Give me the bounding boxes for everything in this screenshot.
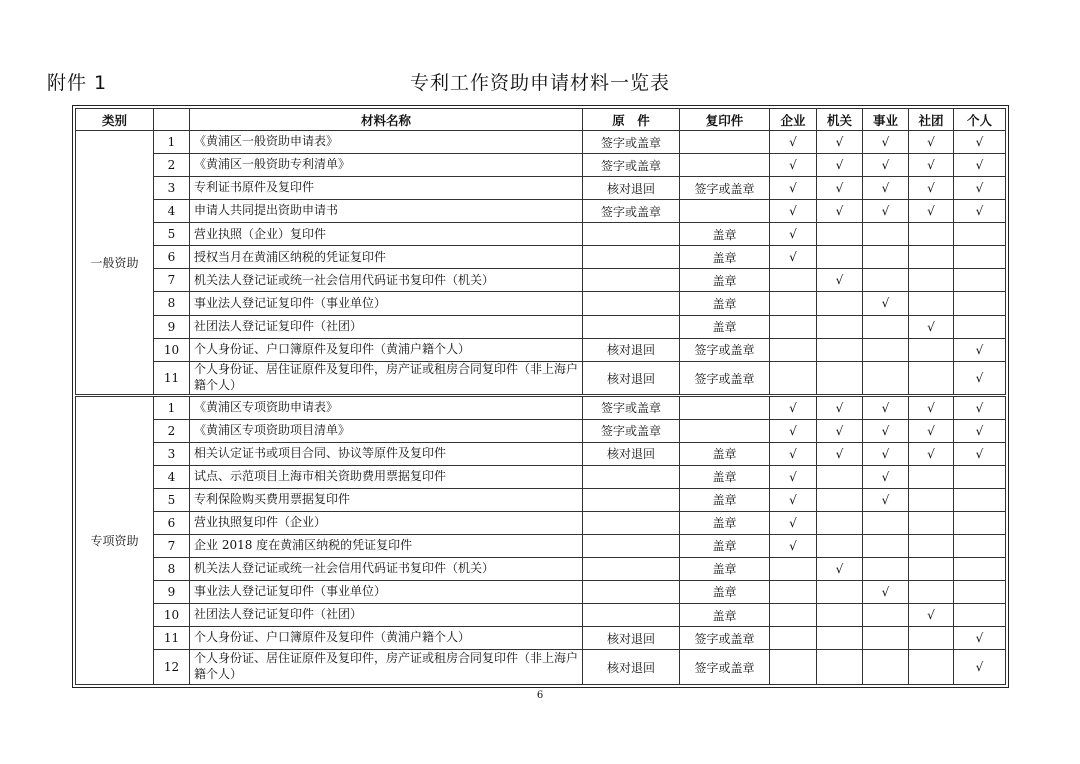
cell-enterprise: √	[770, 200, 817, 223]
table-row	[76, 338, 1006, 361]
cell-association	[909, 361, 954, 396]
cell-original: 核对退回	[583, 442, 680, 465]
cell-individual	[954, 315, 1006, 338]
material-name: 试点、示范项目上海市相关资助费用票据复印件	[190, 465, 583, 488]
cell-enterprise: √	[770, 534, 817, 557]
header-number	[154, 109, 190, 131]
cell-government: √	[817, 442, 863, 465]
table-row	[76, 246, 1006, 269]
cell-original	[583, 488, 680, 511]
row-number: 10	[154, 604, 190, 627]
cell-association	[909, 269, 954, 292]
cell-enterprise: √	[770, 223, 817, 246]
cell-association	[909, 650, 954, 685]
cell-copy: 盖章	[680, 604, 770, 627]
cell-government: √	[817, 557, 863, 580]
material-name: 企业 2018 度在黄浦区纳税的凭证复印件	[190, 534, 583, 557]
header-individual: 个人	[954, 109, 1006, 131]
cell-government: √	[817, 131, 863, 154]
row-number: 4	[154, 465, 190, 488]
table-header-row	[76, 109, 1006, 131]
row-number: 8	[154, 292, 190, 315]
cell-association: √	[909, 154, 954, 177]
cell-copy: 盖章	[680, 534, 770, 557]
cell-individual	[954, 246, 1006, 269]
cell-copy: 签字或盖章	[680, 627, 770, 650]
table-row	[76, 269, 1006, 292]
cell-association: √	[909, 442, 954, 465]
cell-government	[817, 511, 863, 534]
cell-copy: 签字或盖章	[680, 338, 770, 361]
cell-association	[909, 627, 954, 650]
cell-association	[909, 223, 954, 246]
cell-enterprise	[770, 361, 817, 396]
cell-enterprise	[770, 604, 817, 627]
cell-government	[817, 361, 863, 396]
cell-enterprise: √	[770, 154, 817, 177]
cell-government	[817, 315, 863, 338]
cell-individual: √	[954, 338, 1006, 361]
cell-individual	[954, 465, 1006, 488]
row-number: 1	[154, 131, 190, 154]
row-number: 6	[154, 246, 190, 269]
cell-original: 签字或盖章	[583, 131, 680, 154]
row-number: 2	[154, 154, 190, 177]
cell-copy: 盖章	[680, 580, 770, 603]
cell-institution	[863, 604, 909, 627]
cell-institution	[863, 246, 909, 269]
row-number: 2	[154, 419, 190, 442]
cell-institution	[863, 627, 909, 650]
category-cell: 一般资助	[76, 131, 154, 396]
cell-government	[817, 627, 863, 650]
cell-copy: 盖章	[680, 292, 770, 315]
cell-individual	[954, 269, 1006, 292]
cell-original	[583, 223, 680, 246]
cell-association	[909, 465, 954, 488]
header-original: 原 件	[583, 109, 680, 131]
cell-government: √	[817, 419, 863, 442]
cell-individual	[954, 604, 1006, 627]
cell-original	[583, 246, 680, 269]
cell-individual	[954, 511, 1006, 534]
row-number: 10	[154, 338, 190, 361]
cell-individual: √	[954, 361, 1006, 396]
table-row	[76, 131, 1006, 154]
cell-government	[817, 223, 863, 246]
table-row	[76, 419, 1006, 442]
cell-enterprise	[770, 315, 817, 338]
material-name: 事业法人登记证复印件（事业单位）	[190, 580, 583, 603]
cell-enterprise	[770, 338, 817, 361]
cell-original: 签字或盖章	[583, 200, 680, 223]
cell-copy: 盖章	[680, 442, 770, 465]
cell-association: √	[909, 396, 954, 419]
cell-government: √	[817, 177, 863, 200]
cell-association	[909, 557, 954, 580]
cell-enterprise	[770, 269, 817, 292]
table-row	[76, 511, 1006, 534]
table-row	[76, 465, 1006, 488]
material-name: 营业执照（企业）复印件	[190, 223, 583, 246]
cell-association	[909, 246, 954, 269]
cell-individual	[954, 223, 1006, 246]
cell-association: √	[909, 315, 954, 338]
cell-association: √	[909, 200, 954, 223]
cell-institution	[863, 511, 909, 534]
cell-original	[583, 604, 680, 627]
cell-government	[817, 465, 863, 488]
cell-original: 核对退回	[583, 650, 680, 685]
row-number: 9	[154, 315, 190, 338]
row-number: 9	[154, 580, 190, 603]
cell-enterprise: √	[770, 442, 817, 465]
table-row	[76, 604, 1006, 627]
material-name: 《黄浦区专项资助项目清单》	[190, 419, 583, 442]
cell-enterprise	[770, 557, 817, 580]
cell-individual	[954, 557, 1006, 580]
cell-original: 签字或盖章	[583, 396, 680, 419]
cell-government	[817, 604, 863, 627]
cell-copy: 盖章	[680, 246, 770, 269]
cell-individual: √	[954, 627, 1006, 650]
cell-association	[909, 338, 954, 361]
cell-original: 核对退回	[583, 361, 680, 396]
cell-government: √	[817, 154, 863, 177]
document-title: 专利工作资助申请材料一览表	[409, 72, 670, 94]
cell-individual: √	[954, 154, 1006, 177]
cell-individual: √	[954, 131, 1006, 154]
cell-government: √	[817, 269, 863, 292]
page-number: 6	[536, 690, 544, 701]
cell-institution: √	[863, 580, 909, 603]
cell-government: √	[817, 200, 863, 223]
cell-association	[909, 511, 954, 534]
cell-government	[817, 650, 863, 685]
cell-original	[583, 269, 680, 292]
row-number: 11	[154, 361, 190, 396]
cell-institution	[863, 223, 909, 246]
cell-enterprise	[770, 580, 817, 603]
cell-institution: √	[863, 465, 909, 488]
cell-original: 核对退回	[583, 627, 680, 650]
cell-enterprise: √	[770, 131, 817, 154]
materials-table-frame	[72, 105, 1009, 688]
material-name: 个人身份证、户口簿原件及复印件（黄浦户籍个人）	[190, 338, 583, 361]
row-number: 5	[154, 223, 190, 246]
cell-institution	[863, 534, 909, 557]
cell-government	[817, 338, 863, 361]
cell-institution: √	[863, 177, 909, 200]
cell-enterprise: √	[770, 511, 817, 534]
row-number: 1	[154, 396, 190, 419]
material-name: 《黄浦区一般资助申请表》	[190, 131, 583, 154]
cell-enterprise	[770, 292, 817, 315]
cell-association	[909, 580, 954, 603]
table-row	[76, 650, 1006, 685]
cell-enterprise: √	[770, 465, 817, 488]
table-row	[76, 627, 1006, 650]
material-name: 机关法人登记证或统一社会信用代码证书复印件（机关）	[190, 557, 583, 580]
header-enterprise: 企业	[770, 109, 817, 131]
table-row	[76, 580, 1006, 603]
cell-institution	[863, 269, 909, 292]
cell-individual	[954, 488, 1006, 511]
material-name: 专利证书原件及复印件	[190, 177, 583, 200]
cell-association	[909, 534, 954, 557]
cell-original	[583, 292, 680, 315]
material-name: 授权当月在黄浦区纳税的凭证复印件	[190, 246, 583, 269]
cell-copy	[680, 131, 770, 154]
cell-individual: √	[954, 419, 1006, 442]
cell-individual: √	[954, 200, 1006, 223]
cell-institution: √	[863, 419, 909, 442]
cell-enterprise	[770, 627, 817, 650]
header-category: 类别	[76, 109, 154, 131]
material-name: 《黄浦区一般资助专利清单》	[190, 154, 583, 177]
cell-institution	[863, 650, 909, 685]
attachment-label: 附件 1	[47, 72, 108, 94]
row-number: 7	[154, 534, 190, 557]
cell-institution	[863, 557, 909, 580]
cell-government	[817, 488, 863, 511]
material-name: 社团法人登记证复印件（社团）	[190, 604, 583, 627]
header-copy: 复印件	[680, 109, 770, 131]
cell-enterprise: √	[770, 177, 817, 200]
cell-original: 签字或盖章	[583, 419, 680, 442]
cell-copy: 签字或盖章	[680, 650, 770, 685]
cell-original: 核对退回	[583, 338, 680, 361]
material-name: 申请人共同提出资助申请书	[190, 200, 583, 223]
materials-table	[75, 108, 1006, 685]
cell-original	[583, 557, 680, 580]
header-association: 社团	[909, 109, 954, 131]
row-number: 11	[154, 627, 190, 650]
table-row	[76, 177, 1006, 200]
cell-individual	[954, 534, 1006, 557]
cell-individual: √	[954, 442, 1006, 465]
cell-copy: 盖章	[680, 557, 770, 580]
row-number: 4	[154, 200, 190, 223]
table-row	[76, 223, 1006, 246]
material-name: 相关认定证书或项目合同、协议等原件及复印件	[190, 442, 583, 465]
row-number: 6	[154, 511, 190, 534]
cell-institution: √	[863, 442, 909, 465]
material-name: 《黄浦区专项资助申请表》	[190, 396, 583, 419]
row-number: 3	[154, 177, 190, 200]
cell-enterprise: √	[770, 246, 817, 269]
cell-copy: 盖章	[680, 315, 770, 338]
cell-institution	[863, 361, 909, 396]
cell-individual	[954, 580, 1006, 603]
cell-government: √	[817, 396, 863, 419]
cell-institution: √	[863, 200, 909, 223]
cell-individual: √	[954, 177, 1006, 200]
table-row	[76, 534, 1006, 557]
table-row	[76, 488, 1006, 511]
cell-institution: √	[863, 292, 909, 315]
table-row	[76, 200, 1006, 223]
cell-original	[583, 534, 680, 557]
cell-copy: 盖章	[680, 511, 770, 534]
cell-government	[817, 292, 863, 315]
cell-enterprise: √	[770, 488, 817, 511]
cell-copy: 盖章	[680, 223, 770, 246]
cell-institution: √	[863, 488, 909, 511]
cell-association	[909, 488, 954, 511]
table-row	[76, 396, 1006, 419]
cell-copy: 签字或盖章	[680, 361, 770, 396]
cell-original	[583, 465, 680, 488]
table-body	[76, 131, 1006, 685]
cell-association: √	[909, 131, 954, 154]
cell-individual: √	[954, 650, 1006, 685]
material-name: 营业执照复印件（企业）	[190, 511, 583, 534]
cell-copy	[680, 200, 770, 223]
material-name: 事业法人登记证复印件（事业单位）	[190, 292, 583, 315]
cell-institution: √	[863, 154, 909, 177]
cell-copy	[680, 396, 770, 419]
cell-association: √	[909, 177, 954, 200]
cell-copy: 盖章	[680, 465, 770, 488]
header-government: 机关	[817, 109, 863, 131]
material-name: 个人身份证、居住证原件及复印件，房产证或租房合同复印件（非上海户籍个人）	[190, 650, 583, 685]
cell-enterprise: √	[770, 419, 817, 442]
cell-enterprise	[770, 650, 817, 685]
cell-government	[817, 246, 863, 269]
cell-copy	[680, 419, 770, 442]
row-number: 12	[154, 650, 190, 685]
row-number: 7	[154, 269, 190, 292]
cell-association: √	[909, 604, 954, 627]
row-number: 3	[154, 442, 190, 465]
header-institution: 事业	[863, 109, 909, 131]
cell-original: 签字或盖章	[583, 154, 680, 177]
cell-association	[909, 292, 954, 315]
row-number: 5	[154, 488, 190, 511]
cell-government	[817, 580, 863, 603]
table-row	[76, 154, 1006, 177]
cell-copy: 签字或盖章	[680, 177, 770, 200]
cell-original	[583, 580, 680, 603]
table-row	[76, 557, 1006, 580]
category-cell: 专项资助	[76, 396, 154, 685]
table-row	[76, 292, 1006, 315]
material-name: 个人身份证、居住证原件及复印件，房产证或租房合同复印件（非上海户籍个人）	[190, 361, 583, 396]
cell-institution	[863, 315, 909, 338]
cell-original	[583, 315, 680, 338]
cell-institution	[863, 338, 909, 361]
cell-government	[817, 534, 863, 557]
cell-institution: √	[863, 131, 909, 154]
cell-original	[583, 511, 680, 534]
table-row	[76, 361, 1006, 396]
cell-individual: √	[954, 396, 1006, 419]
table-row	[76, 442, 1006, 465]
table-row	[76, 315, 1006, 338]
material-name: 社团法人登记证复印件（社团）	[190, 315, 583, 338]
header-material-name: 材料名称	[190, 109, 583, 131]
cell-institution: √	[863, 396, 909, 419]
cell-copy: 盖章	[680, 488, 770, 511]
cell-enterprise: √	[770, 396, 817, 419]
cell-association: √	[909, 419, 954, 442]
material-name: 机关法人登记证或统一社会信用代码证书复印件（机关）	[190, 269, 583, 292]
row-number: 8	[154, 557, 190, 580]
cell-original: 核对退回	[583, 177, 680, 200]
material-name: 专利保险购买费用票据复印件	[190, 488, 583, 511]
material-name: 个人身份证、户口簿原件及复印件（黄浦户籍个人）	[190, 627, 583, 650]
cell-copy: 盖章	[680, 269, 770, 292]
cell-copy	[680, 154, 770, 177]
cell-individual	[954, 292, 1006, 315]
